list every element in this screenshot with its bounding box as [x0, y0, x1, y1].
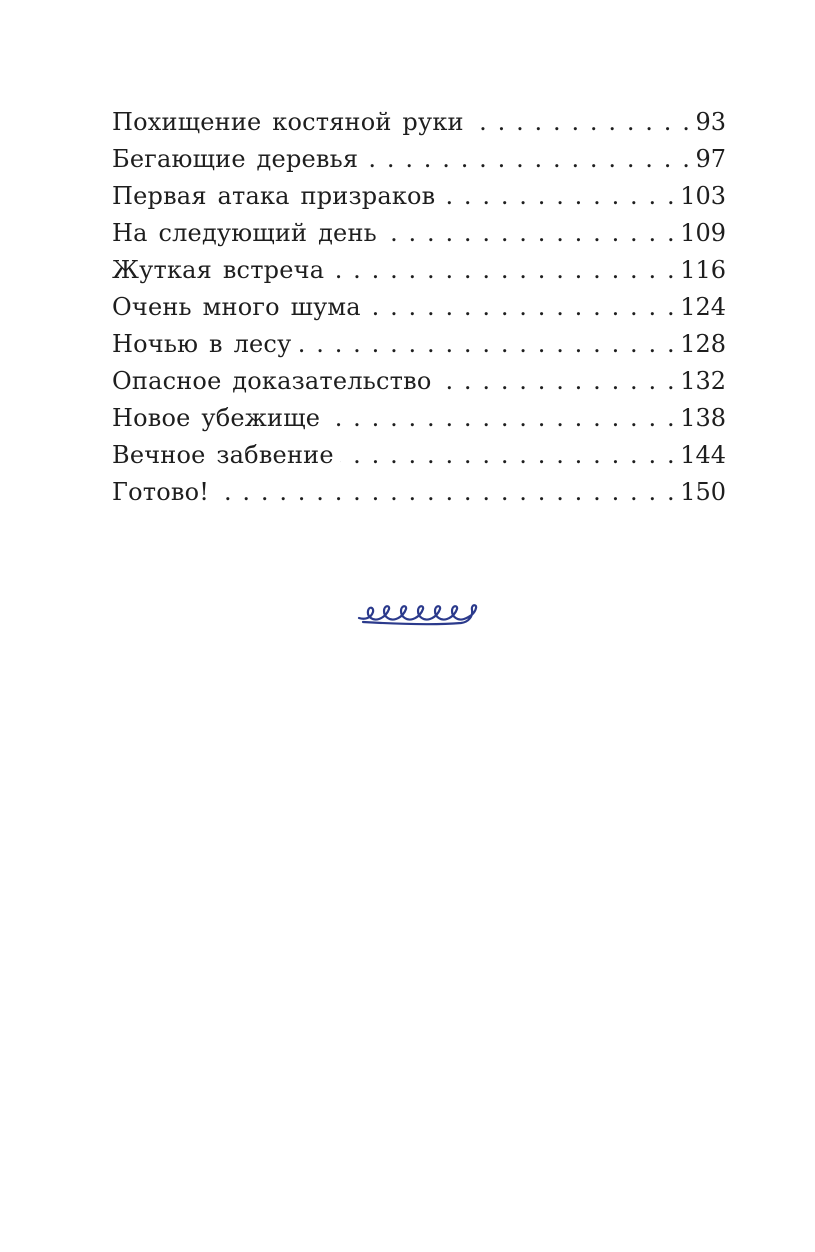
toc-dot-leader [340, 437, 676, 474]
toc-dot-leader [297, 326, 676, 363]
toc-entry-title: На следующий день [112, 219, 377, 247]
toc-dot-leader [438, 363, 677, 400]
toc-entry-page: 144 [680, 441, 726, 469]
toc-entry-page: 93 [695, 108, 726, 136]
toc-entry-page: 124 [680, 293, 726, 321]
toc-entry [112, 215, 726, 252]
toc-entry-title: Готово! [112, 478, 210, 506]
toc-entry [112, 141, 726, 178]
toc-entry-title: Жуткая встреча [112, 256, 325, 284]
toc-dot-leader [367, 289, 676, 326]
toc-entry-page: 116 [680, 256, 726, 284]
toc-entry-title: Ночью в лесу [112, 330, 292, 358]
toc-entry-title: Новое убежище [112, 404, 321, 432]
toc-entry-title: Похищение костяной руки [112, 108, 464, 136]
toc-entry [112, 326, 726, 363]
toc-entry-page: 103 [680, 182, 726, 210]
toc-dot-leader [326, 400, 676, 437]
toc-entry-title: Бегающие деревья [112, 145, 359, 173]
curly-loops-ornament-icon [357, 598, 481, 628]
toc-dot-leader [330, 252, 676, 289]
toc-entry-title: Очень много шума [112, 293, 361, 321]
toc-entry [112, 289, 726, 326]
toc-entry-title: Вечное забвение [112, 441, 334, 469]
toc-dot-leader [215, 474, 676, 511]
toc-entry [112, 178, 726, 215]
table-of-contents [112, 104, 726, 511]
toc-entry [112, 363, 726, 400]
toc-entry-page: 150 [680, 478, 726, 506]
toc-dot-leader [364, 141, 691, 178]
ornament-stroke [359, 605, 476, 624]
toc-entry-page: 97 [695, 145, 726, 173]
toc-entry [112, 252, 726, 289]
toc-entry [112, 400, 726, 437]
toc-entry-title: Первая атака призраков [112, 182, 436, 210]
toc-entry [112, 474, 726, 511]
toc-entry-page: 109 [680, 219, 726, 247]
toc-entry-page: 138 [680, 404, 726, 432]
toc-dot-leader [383, 215, 676, 252]
toc-dot-leader [441, 178, 676, 215]
toc-entry-page: 128 [680, 330, 726, 358]
toc-entry [112, 104, 726, 141]
toc-dot-leader [470, 104, 692, 141]
toc-entry-title: Опасное доказательство [112, 367, 432, 395]
toc-entry [112, 437, 726, 474]
toc-entry-page: 132 [680, 367, 726, 395]
